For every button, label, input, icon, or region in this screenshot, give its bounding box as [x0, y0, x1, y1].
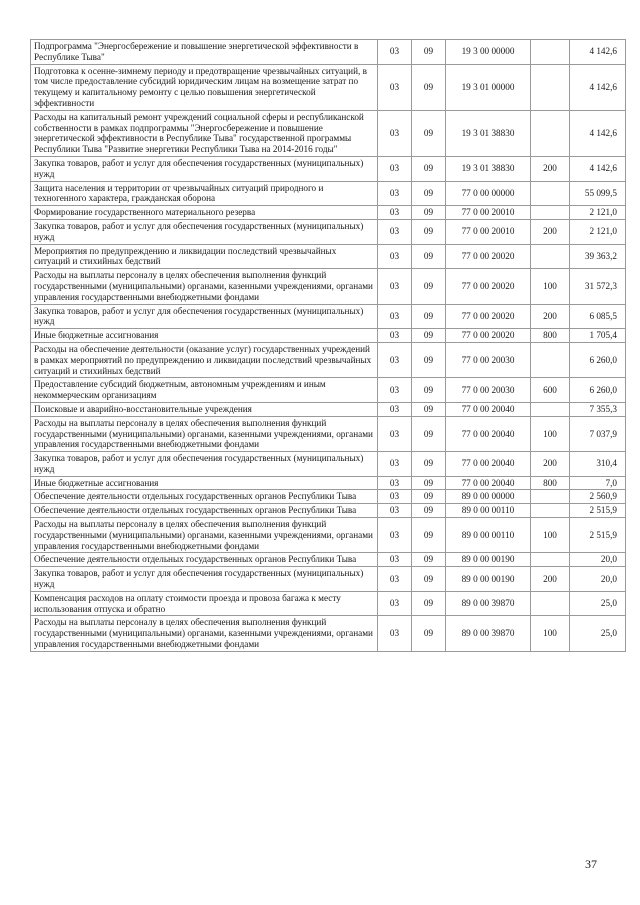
row-target-article: 77 0 00 20040: [446, 452, 531, 477]
row-subsection: 09: [412, 452, 446, 477]
row-section: 03: [378, 156, 412, 181]
row-name: Обеспечение деятельности отдельных государственных органов Республики Тыва: [31, 553, 378, 567]
row-amount: 25,0: [570, 616, 626, 651]
row-section: 03: [378, 40, 412, 65]
row-section: 03: [378, 329, 412, 343]
row-target-article: 77 0 00 20030: [446, 342, 531, 377]
row-subsection: 09: [412, 64, 446, 110]
row-subsection: 09: [412, 110, 446, 156]
row-expense-type: [531, 40, 570, 65]
table-row: [31, 591, 626, 616]
row-amount: 6 260,0: [570, 378, 626, 403]
row-subsection: 09: [412, 616, 446, 651]
table-row: [31, 567, 626, 592]
row-target-article: 89 0 00 00000: [446, 490, 531, 504]
row-subsection: 09: [412, 329, 446, 343]
row-subsection: 09: [412, 476, 446, 490]
row-amount: 2 560,9: [570, 490, 626, 504]
row-subsection: 09: [412, 219, 446, 244]
row-name: Мероприятия по предупреждению и ликвидации последствий чрезвычайных ситуаций и стихийных бедствий: [31, 244, 378, 269]
row-name: Закупка товаров, работ и услуг для обеспечения государственных (муниципальных) нужд: [31, 567, 378, 592]
row-name: Иные бюджетные ассигнования: [31, 476, 378, 490]
row-expense-type: 100: [531, 616, 570, 651]
row-subsection: 09: [412, 244, 446, 269]
row-amount: 6 085,5: [570, 304, 626, 329]
row-expense-type: [531, 244, 570, 269]
row-amount: 2 515,9: [570, 504, 626, 518]
row-section: 03: [378, 452, 412, 477]
row-section: 03: [378, 206, 412, 220]
row-subsection: 09: [412, 156, 446, 181]
row-amount: 4 142,6: [570, 64, 626, 110]
row-name: Закупка товаров, работ и услуг для обеспечения государственных (муниципальных) нужд: [31, 452, 378, 477]
row-target-article: 89 0 00 00190: [446, 567, 531, 592]
row-amount: 7 037,9: [570, 416, 626, 451]
row-expense-type: 100: [531, 518, 570, 553]
row-expense-type: [531, 206, 570, 220]
row-name: Расходы на обеспечение деятельности (оказание услуг) государственных учреждений в рамках мероприятий по предупреждению и ликвидации последствий чрезвычайных ситуаций и стихийных бедствий: [31, 342, 378, 377]
row-name: Расходы на выплаты персоналу в целях обеспечения выполнения функций государственными (муниципальными) органами, казенными учреждениями, органами управления государственными внебюджетными фондами: [31, 269, 378, 304]
row-subsection: 09: [412, 269, 446, 304]
row-expense-type: [531, 553, 570, 567]
row-amount: 2 515,9: [570, 518, 626, 553]
row-name: Предоставление субсидий бюджетным, автономным учреждениям и иным некоммерческим организациям: [31, 378, 378, 403]
table-row: [31, 156, 626, 181]
row-expense-type: 800: [531, 476, 570, 490]
row-target-article: 77 0 00 20020: [446, 329, 531, 343]
row-section: 03: [378, 553, 412, 567]
row-amount: 7 355,3: [570, 402, 626, 416]
table-row: [31, 219, 626, 244]
table-row: [31, 518, 626, 553]
row-section: 03: [378, 476, 412, 490]
row-subsection: 09: [412, 504, 446, 518]
table-row: [31, 452, 626, 477]
row-name: Подготовка к осенне-зимнему периоду и предотвращение чрезвычайных ситуаций, в том числе предоставление субсидий юридическим лицам на возмещение затрат по текущему и капитальному ремонту с целью повышения энергетической эффективности: [31, 64, 378, 110]
row-target-article: 77 0 00 20040: [446, 476, 531, 490]
row-target-article: 19 3 01 00000: [446, 64, 531, 110]
row-section: 03: [378, 504, 412, 518]
row-subsection: 09: [412, 416, 446, 451]
row-subsection: 09: [412, 553, 446, 567]
row-section: 03: [378, 490, 412, 504]
row-subsection: 09: [412, 181, 446, 206]
table-row: [31, 342, 626, 377]
table-row: [31, 110, 626, 156]
row-section: 03: [378, 304, 412, 329]
table-row: [31, 402, 626, 416]
row-expense-type: [531, 490, 570, 504]
budget-table: [30, 39, 626, 652]
row-amount: 31 572,3: [570, 269, 626, 304]
row-target-article: 89 0 00 00190: [446, 553, 531, 567]
row-name: Расходы на выплаты персоналу в целях обеспечения выполнения функций государственными (муниципальными) органами, казенными учреждениями, органами управления государственными внебюджетными фондами: [31, 518, 378, 553]
row-amount: 1 705,4: [570, 329, 626, 343]
row-target-article: 77 0 00 20040: [446, 402, 531, 416]
table-row: [31, 504, 626, 518]
row-expense-type: 800: [531, 329, 570, 343]
row-target-article: 77 0 00 20040: [446, 416, 531, 451]
row-subsection: 09: [412, 518, 446, 553]
row-target-article: 89 0 00 00110: [446, 504, 531, 518]
row-subsection: 09: [412, 402, 446, 416]
table-row: [31, 206, 626, 220]
row-section: 03: [378, 342, 412, 377]
row-subsection: 09: [412, 342, 446, 377]
row-target-article: 19 3 00 00000: [446, 40, 531, 65]
row-target-article: 89 0 00 39870: [446, 591, 531, 616]
row-name: Обеспечение деятельности отдельных государственных органов Республики Тыва: [31, 504, 378, 518]
row-section: 03: [378, 110, 412, 156]
row-name: Компенсация расходов на оплату стоимости проезда и провоза багажа к месту использования отпуска и обратно: [31, 591, 378, 616]
table-row: [31, 329, 626, 343]
row-subsection: 09: [412, 490, 446, 504]
row-amount: 310,4: [570, 452, 626, 477]
row-subsection: 09: [412, 304, 446, 329]
row-target-article: 89 0 00 00110: [446, 518, 531, 553]
row-target-article: 77 0 00 00000: [446, 181, 531, 206]
row-amount: 2 121,0: [570, 206, 626, 220]
row-target-article: 77 0 00 20020: [446, 269, 531, 304]
row-name: Подпрограмма "Энергосбережение и повышение энергетической эффективности в Республике Тыва": [31, 40, 378, 65]
row-name: Формирование государственного материального резерва: [31, 206, 378, 220]
table-row: [31, 64, 626, 110]
row-amount: 6 260,0: [570, 342, 626, 377]
table-row: [31, 616, 626, 651]
table-row: [31, 269, 626, 304]
row-amount: 2 121,0: [570, 219, 626, 244]
row-name: Расходы на выплаты персоналу в целях обеспечения выполнения функций государственными (муниципальными) органами, казенными учреждениями, органами управления государственными внебюджетными фондами: [31, 616, 378, 651]
row-amount: 4 142,6: [570, 40, 626, 65]
row-section: 03: [378, 567, 412, 592]
row-name: Закупка товаров, работ и услуг для обеспечения государственных (муниципальных) нужд: [31, 156, 378, 181]
row-subsection: 09: [412, 567, 446, 592]
row-target-article: 77 0 00 20020: [446, 304, 531, 329]
row-name: Расходы на выплаты персоналу в целях обеспечения выполнения функций государственными (муниципальными) органами, казенными учреждениями, органами управления государственными внебюджетными фондами: [31, 416, 378, 451]
row-name: Расходы на капитальный ремонт учреждений социальной сферы и республиканской собственности в рамках подпрограммы "Энергосбережение и повышение энергетической эффективности в Республике Тыва" государственной программы Республики Тыва "Развитие энергетики Республики Тыва на 2014-2016 годы": [31, 110, 378, 156]
row-section: 03: [378, 518, 412, 553]
row-target-article: 19 3 01 38830: [446, 110, 531, 156]
row-expense-type: [531, 110, 570, 156]
row-expense-type: [531, 64, 570, 110]
row-expense-type: 100: [531, 269, 570, 304]
row-section: 03: [378, 181, 412, 206]
table-row: [31, 476, 626, 490]
table-row: [31, 304, 626, 329]
row-section: 03: [378, 402, 412, 416]
row-amount: 7,0: [570, 476, 626, 490]
row-section: 03: [378, 416, 412, 451]
row-expense-type: 600: [531, 378, 570, 403]
row-expense-type: [531, 342, 570, 377]
row-section: 03: [378, 269, 412, 304]
row-name: Закупка товаров, работ и услуг для обеспечения государственных (муниципальных) нужд: [31, 304, 378, 329]
row-expense-type: 200: [531, 156, 570, 181]
row-section: 03: [378, 219, 412, 244]
row-name: Закупка товаров, работ и услуг для обеспечения государственных (муниципальных) нужд: [31, 219, 378, 244]
row-amount: 25,0: [570, 591, 626, 616]
row-name: Обеспечение деятельности отдельных государственных органов Республики Тыва: [31, 490, 378, 504]
row-target-article: 77 0 00 20030: [446, 378, 531, 403]
budget-table-body: [31, 40, 626, 652]
row-amount: 4 142,6: [570, 156, 626, 181]
row-subsection: 09: [412, 206, 446, 220]
row-name: Иные бюджетные ассигнования: [31, 329, 378, 343]
row-expense-type: [531, 504, 570, 518]
row-target-article: 77 0 00 20010: [446, 206, 531, 220]
row-subsection: 09: [412, 378, 446, 403]
row-subsection: 09: [412, 40, 446, 65]
row-section: 03: [378, 616, 412, 651]
row-section: 03: [378, 378, 412, 403]
table-row: [31, 553, 626, 567]
table-row: [31, 416, 626, 451]
table-row: [31, 490, 626, 504]
row-expense-type: 200: [531, 567, 570, 592]
row-amount: 39 363,2: [570, 244, 626, 269]
table-row: [31, 181, 626, 206]
row-target-article: 77 0 00 20020: [446, 244, 531, 269]
row-expense-type: 200: [531, 452, 570, 477]
table-row: [31, 40, 626, 65]
table-row: [31, 378, 626, 403]
row-amount: 20,0: [570, 553, 626, 567]
row-name: Поисковые и аварийно-восстановительные учреждения: [31, 402, 378, 416]
row-expense-type: [531, 591, 570, 616]
row-section: 03: [378, 64, 412, 110]
page-number: 37: [585, 857, 597, 871]
row-section: 03: [378, 244, 412, 269]
row-amount: 20,0: [570, 567, 626, 592]
row-expense-type: [531, 402, 570, 416]
table-row: [31, 244, 626, 269]
row-expense-type: 200: [531, 219, 570, 244]
row-amount: 55 099,5: [570, 181, 626, 206]
row-target-article: 19 3 01 38830: [446, 156, 531, 181]
row-amount: 4 142,6: [570, 110, 626, 156]
row-expense-type: 100: [531, 416, 570, 451]
row-expense-type: 200: [531, 304, 570, 329]
row-subsection: 09: [412, 591, 446, 616]
row-name: Защита населения и территории от чрезвычайных ситуаций природного и техногенного характера, гражданская оборона: [31, 181, 378, 206]
row-target-article: 89 0 00 39870: [446, 616, 531, 651]
row-expense-type: [531, 181, 570, 206]
row-target-article: 77 0 00 20010: [446, 219, 531, 244]
row-section: 03: [378, 591, 412, 616]
